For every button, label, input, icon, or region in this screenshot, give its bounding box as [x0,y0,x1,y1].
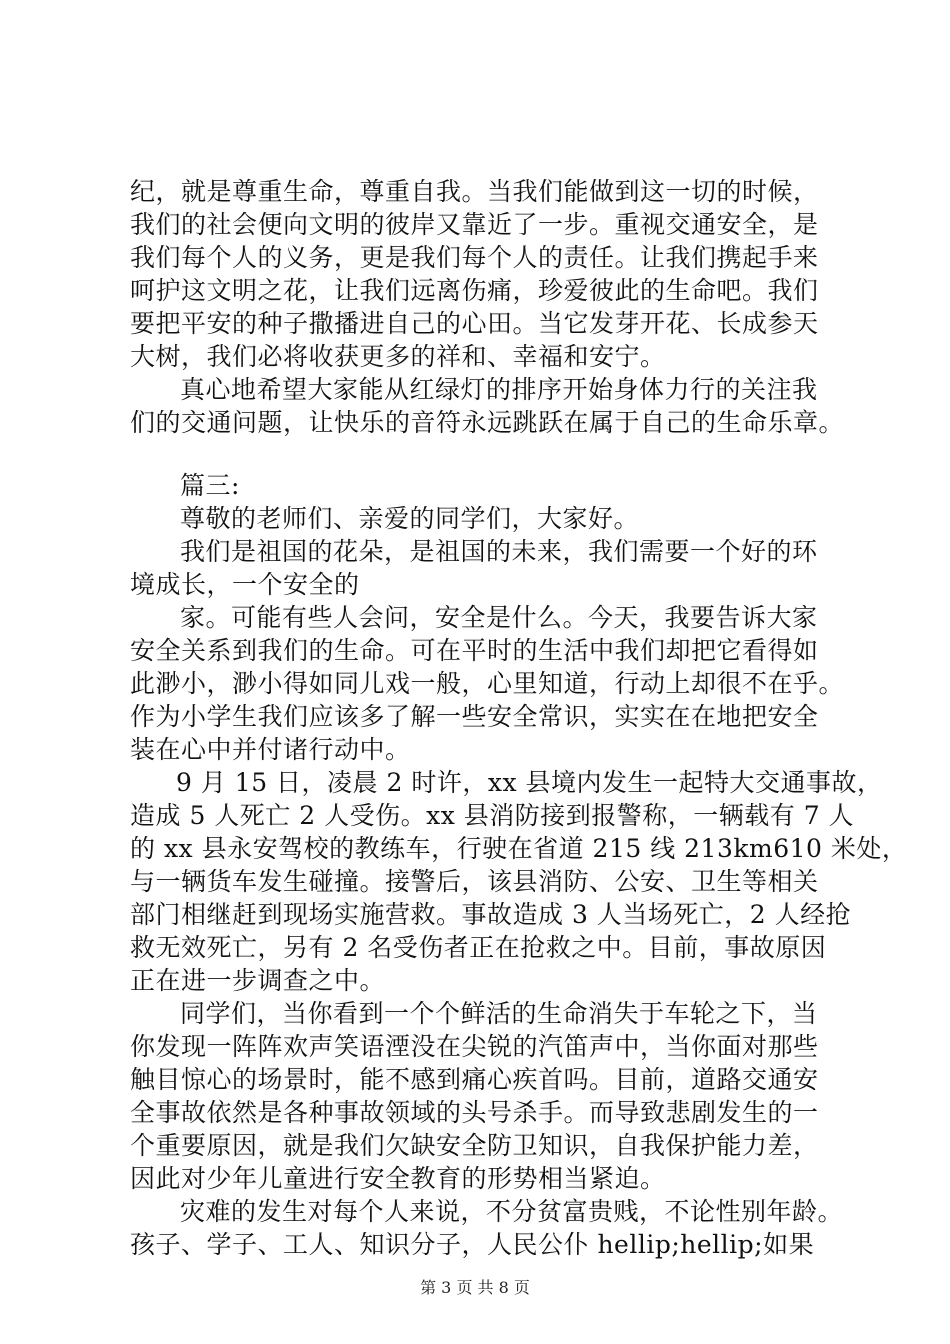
paragraph-line: 因此对少年儿童进行安全教育的形势相当紧迫。 [130,1164,666,1193]
paragraph-line: 我们是祖国的花朵，是祖国的未来，我们需要一个好的环 [180,537,818,566]
paragraph-line: 安全关系到我们的生命。可在平时的生活中我们却把它看得如 [130,636,819,665]
paragraph-line: 要把平安的种子撒播进自己的心田。当它发芽开花、长成参天 [130,309,819,338]
paragraph-line: 家。可能有些人会问，安全是什么。今天，我要告诉大家 [180,603,818,632]
paragraph-line: 部门相继赶到现场实施营救。事故造成 3 人当场死亡，2 人经抢 [130,900,852,929]
paragraph-line: 正在进一步调查之中。 [130,966,386,995]
paragraph-line: 此渺小，渺小得如同儿戏一般，心里知道，行动上却很不在乎。 [130,669,845,698]
paragraph-line: 全事故依然是各种事故领域的头号杀手。而导致悲剧发生的一 [130,1098,819,1127]
paragraph-line: 作为小学生我们应该多了解一些安全常识，实实在在地把安全 [130,702,819,731]
paragraph-line: 救无效死亡，另有 2 名受伤者正在抢救之中。目前，事故原因 [130,933,827,962]
paragraph-line: 呵护这文明之花，让我们远离伤痛，珍爱彼此的生命吧。我们 [130,276,819,305]
paragraph-line: 我们的社会便向文明的彼岸又靠近了一步。重视交通安全，是 [130,210,819,239]
paragraph-line: 灾难的发生对每个人来说，不分贫富贵贱，不论性别年龄。 [180,1197,844,1226]
paragraph-line: 大树，我们必将收获更多的祥和、幸福和安宁。 [130,342,666,371]
page-number-footer: 第 3 页 共 8 页 [420,1278,530,1297]
paragraph-line: 触目惊心的场景时，能不感到痛心疾首吗。目前，道路交通安 [130,1065,819,1094]
paragraph-line: 与一辆货车发生碰撞。接警后，该县消防、公安、卫生等相关 [130,867,819,896]
paragraph-line: 我们每个人的义务，更是我们每个人的责任。让我们携起手来 [130,243,819,272]
paragraph-line: 装在心中并付诸行动中。 [130,735,411,764]
paragraph-line: 纪，就是尊重生命，尊重自我。当我们能做到这一切的时候， [130,177,819,206]
paragraph-line: 同学们，当你看到一个个鲜活的生命消失于车轮之下，当 [180,999,818,1028]
paragraph-line: 真心地希望大家能从红绿灯的排序开始身体力行的关注我 [180,375,818,404]
paragraph-line: 你发现一阵阵欢声笑语湮没在尖锐的汽笛声中，当你面对那些 [130,1032,819,1061]
paragraph-line: 境成长，一个安全的 [130,570,360,599]
section-heading: 篇三: [180,471,240,500]
paragraph-line: 们的交通问题，让快乐的音符永远跳跃在属于自己的生命乐章。 [130,408,845,437]
paragraph-line: 个重要原因，就是我们欠缺安全防卫知识，自我保护能力差， [130,1131,819,1160]
paragraph-line: 孩子、学子、工人、知识分子，人民公仆 hellip;hellip;如果 [130,1230,815,1259]
paragraph-line: 造成 5 人死亡 2 人受伤。xx 县消防接到报警称，一辆载有 7 人 [130,801,855,830]
paragraph-line: 的 xx 县永安驾校的教练车，行驶在省道 215 线 213km610 米处， [130,834,908,863]
salutation: 尊敬的老师们、亲爱的同学们，大家好。 [180,504,640,533]
paragraph-line: 9 月 15 日，凌晨 2 时许，xx 县境内发生一起特大交通事故， [176,768,883,797]
